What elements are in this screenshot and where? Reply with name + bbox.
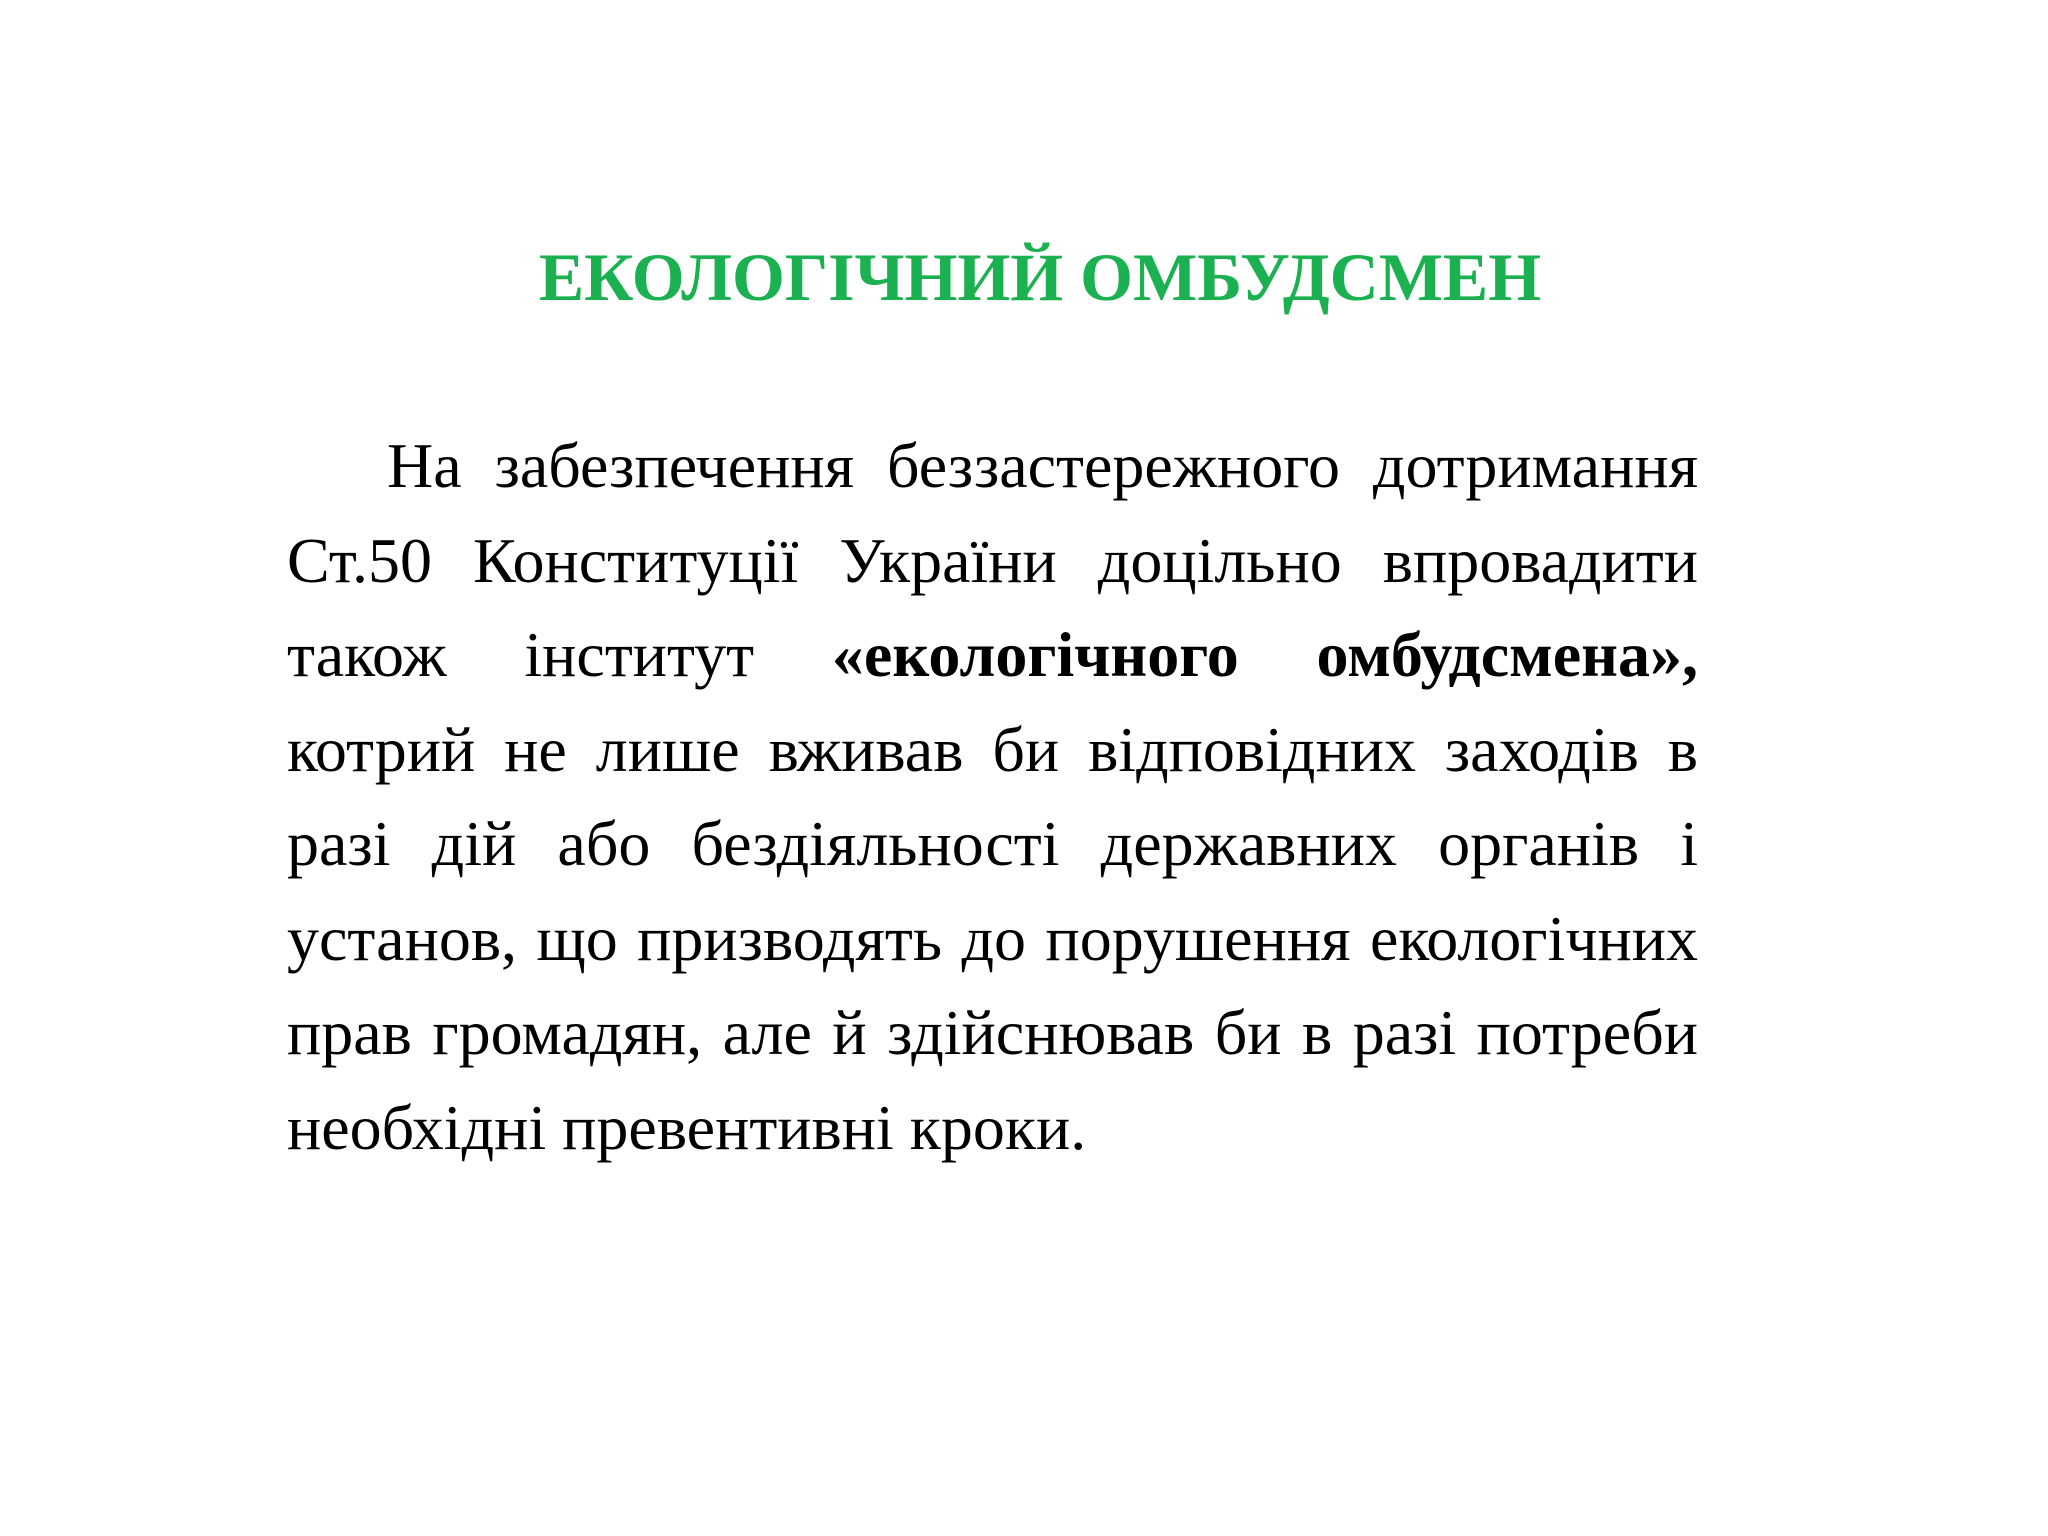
paragraph-emphasis: «екологічного омбудсмена»,: [831, 619, 1699, 690]
paragraph-text-start: На забезпечення беззастережного дотримання Ст.50 Конституції України доцільно впровадити також інститут: [287, 430, 1698, 690]
paragraph-text-end: котрий не лише вживав би відповідних заходів в разі дій або бездіяльності державних органів і установ, що призводять до порушення екологічних прав громадян, але й здійснював би в разі потреби необхідні превентивні кроки.: [287, 713, 1698, 1163]
slide-title: ЕКОЛОГІЧНИЙ ОМБУДСМЕН: [538, 239, 1542, 315]
body-paragraph: [287, 419, 1698, 1175]
